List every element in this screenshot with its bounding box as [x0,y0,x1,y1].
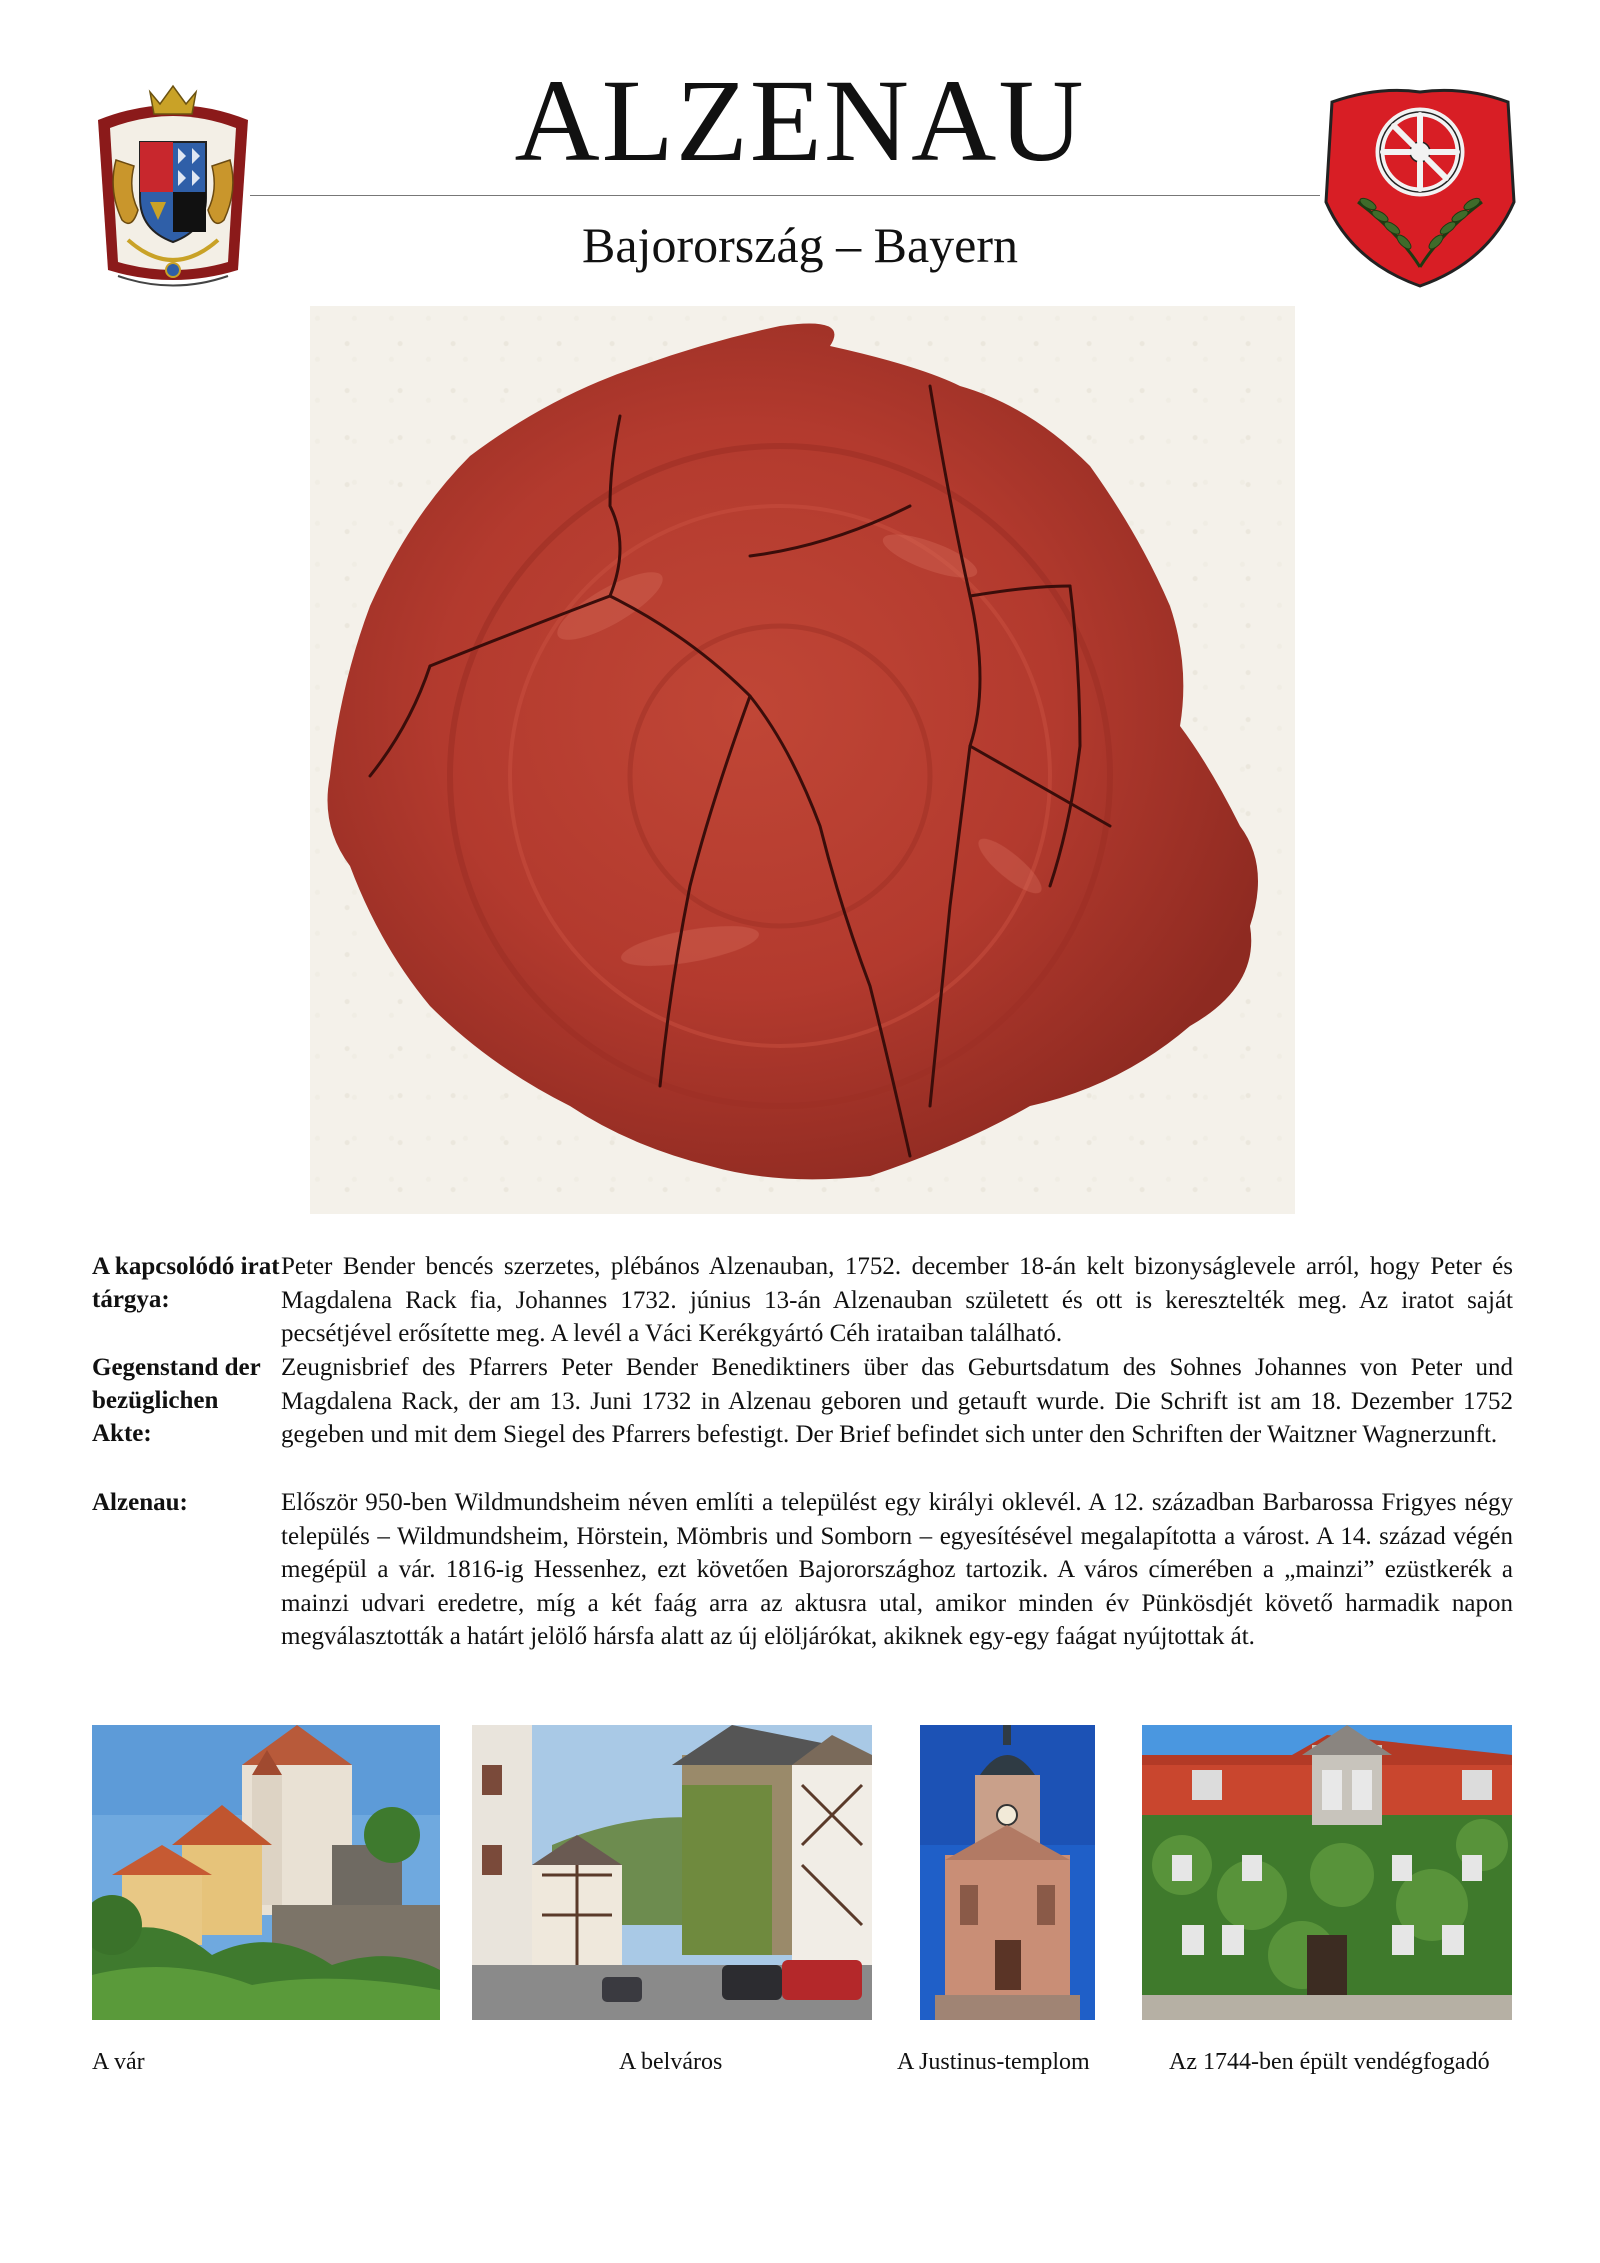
section-label-subject-hu: A kapcsolódó irat tárgya: [92,1253,280,1313]
alzenau-coat-of-arms-icon [1318,82,1523,292]
photo-inn-1744 [1142,1725,1512,2020]
section-text-subject-de: Zeugnisbrief des Pfarrers Peter Bender Benediktiners über das Geburtsdatum des Sohnes Johannes von Peter und Magdalena Rack, der am 13. Juni 1732 in Alzenau geboren und getauft wurde. Die Schrift ist am 18. Dezember 1752 gegeben und mit dem Siegel des Pfarrers befestigt. Der Brief befindet sich unter den Schriften der Waitzner Wagnerzunft. [281,1354,1513,1448]
page-subtitle: Bajorország – Bayern [582,217,1018,273]
caption-castle: A vár [92,2049,145,2075]
caption-inn-1744: Az 1744-ben épült vendégfogadó [1169,2049,1490,2075]
section-label-alzenau: Alzenau: [92,1489,188,1516]
photo-town-centre [472,1725,872,2020]
title-rule [250,195,1320,196]
photo-castle [92,1725,440,2020]
section-label-subject-de: Gegenstand der bezüglichen Akte: [92,1354,261,1447]
caption-town-centre: A belváros [619,2049,723,2075]
section-text-alzenau: Először 950-ben Wildmundsheim néven említi a települést egy királyi oklevél. A 12. században Barbarossa Frigyes négy település – Wildmundsheim, Hörstein, Mömbris und Somborn – egyesítésével megalapította a várost. A 14. század végén megépül a vár. 1816-ig Hessenhez, ezt követően Bajorországhoz tartozik. A város címerében a „mainzi” ezüstkerék a mainzi udvari eredetre, míg a két faág arra az aktusra utal, amikor minden év Pünkösdjét követő harmadik napon megválasztották a határt jelölő hársfa alatt az új elöljárókat, akiknek egy-egy faágat nyújtottak át. [281,1489,1513,1650]
bavarian-coat-of-arms-icon [88,80,258,300]
wax-seal-photo [310,306,1295,1214]
page-title: ALZENAU [514,55,1086,186]
photo-justinus-church [920,1725,1095,2020]
section-text-subject-hu: Peter Bender bencés szerzetes, plébános Alzenauban, 1752. december 18-án kelt bizonyságlevele arról, hogy Peter és Magdalena Rack fia, Johannes 1732. június 13-án Alzenauban született és ott is keresztelték meg. Az iratot saját pecsétjével erősítette meg. A levél a Váci Kerékgyártó Céh irataiban található. [281,1253,1513,1347]
caption-justinus-church: A Justinus-templom [897,2049,1090,2075]
